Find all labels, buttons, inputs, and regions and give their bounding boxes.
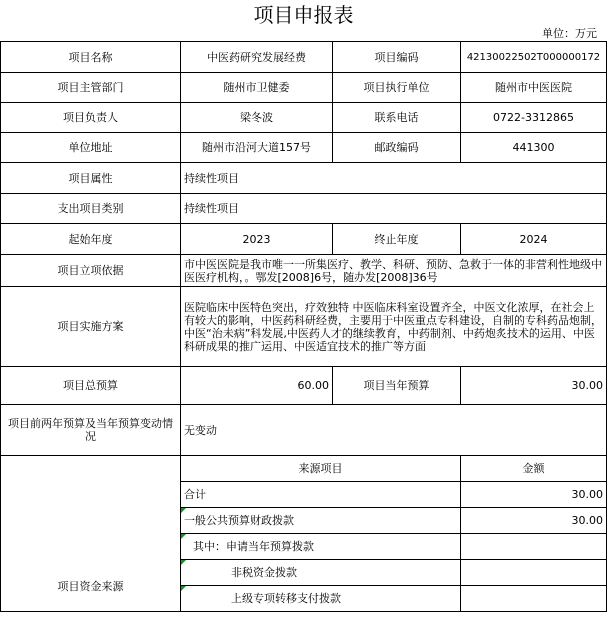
source-row-nontax: 非税资金拨款 bbox=[181, 560, 461, 586]
source-row-total-amount: 30.00 bbox=[461, 482, 607, 508]
exec-unit-label: 项目执行单位 bbox=[333, 73, 461, 103]
exec-unit-value: 随州市中医医院 bbox=[461, 73, 607, 103]
project-code-label: 项目编码 bbox=[333, 42, 461, 73]
source-row-transfer-amount bbox=[461, 586, 607, 612]
funding-source-label: 项目资金来源 bbox=[1, 456, 181, 612]
source-row-total: 合计 bbox=[181, 482, 461, 508]
change-value: 无变动 bbox=[181, 405, 607, 456]
plan-value: 医院临床中医特色突出，疗效独特 中医临床科室设置齐全，中医文化浓厚，在社会上有较大的影响，中医药科研经费，主要用于中医重点专科建设，自制的专科药品炮制，中医“治未病”科发展,中医药人才的继续教育，中药制剂、中药炮炙技术的运用、中医科研成果的推广运用、中医适宜技术的推广等方面 bbox=[181, 287, 607, 367]
end-year-label: 终止年度 bbox=[333, 224, 461, 255]
address-label: 单位地址 bbox=[1, 133, 181, 163]
manager-label: 项目负责人 bbox=[1, 103, 181, 133]
amount-header: 金额 bbox=[461, 456, 607, 482]
source-row-current-year-amount bbox=[461, 534, 607, 560]
phone-value: 0722-3312865 bbox=[461, 103, 607, 133]
source-row-transfer: 上级专项转移支付拨款 bbox=[181, 586, 461, 612]
source-row-general-amount: 30.00 bbox=[461, 508, 607, 534]
page-title: 项目申报表 bbox=[253, 3, 354, 27]
project-code-value: 42130022502T000000172 bbox=[461, 42, 607, 73]
dept-value: 随州市卫健委 bbox=[181, 73, 333, 103]
source-row-nontax-amount bbox=[461, 560, 607, 586]
manager-value: 梁冬波 bbox=[181, 103, 333, 133]
total-budget-value: 60.00 bbox=[181, 367, 333, 405]
project-name-value: 中医药研究发展经费 bbox=[181, 42, 333, 73]
phone-label: 联系电话 bbox=[333, 103, 461, 133]
category-value: 持续性项目 bbox=[181, 194, 607, 224]
start-year-value: 2023 bbox=[181, 224, 333, 255]
source-row-current-year: 其中：申请当年预算拨款 bbox=[181, 534, 461, 560]
project-name-label: 项目名称 bbox=[1, 42, 181, 73]
end-year-value: 2024 bbox=[461, 224, 607, 255]
attr-label: 项目属性 bbox=[1, 163, 181, 194]
project-application-table bbox=[0, 41, 607, 612]
basis-value: 市中医医院是我市唯一一所集医疗、教学、科研、预防、急救于一体的非营利性地级中医医疗机构，。鄂发[2008]6号，随办发[2008]36号 bbox=[181, 255, 607, 287]
unit-label: 单位：万元 bbox=[542, 27, 597, 40]
total-budget-label: 项目总预算 bbox=[1, 367, 181, 405]
category-label: 支出项目类别 bbox=[1, 194, 181, 224]
basis-label: 项目立项依据 bbox=[1, 255, 181, 287]
current-budget-label: 项目当年预算 bbox=[333, 367, 461, 405]
start-year-label: 起始年度 bbox=[1, 224, 181, 255]
plan-label: 项目实施方案 bbox=[1, 287, 181, 367]
address-value: 随州市沿河大道157号 bbox=[181, 133, 333, 163]
attr-value: 持续性项目 bbox=[181, 163, 607, 194]
dept-label: 项目主管部门 bbox=[1, 73, 181, 103]
change-label: 项目前两年预算及当年预算变动情况 bbox=[1, 405, 181, 456]
postcode-value: 441300 bbox=[461, 133, 607, 163]
source-header: 来源项目 bbox=[181, 456, 461, 482]
source-row-general: 一般公共预算财政拨款 bbox=[181, 508, 461, 534]
postcode-label: 邮政编码 bbox=[333, 133, 461, 163]
current-budget-value: 30.00 bbox=[461, 367, 607, 405]
